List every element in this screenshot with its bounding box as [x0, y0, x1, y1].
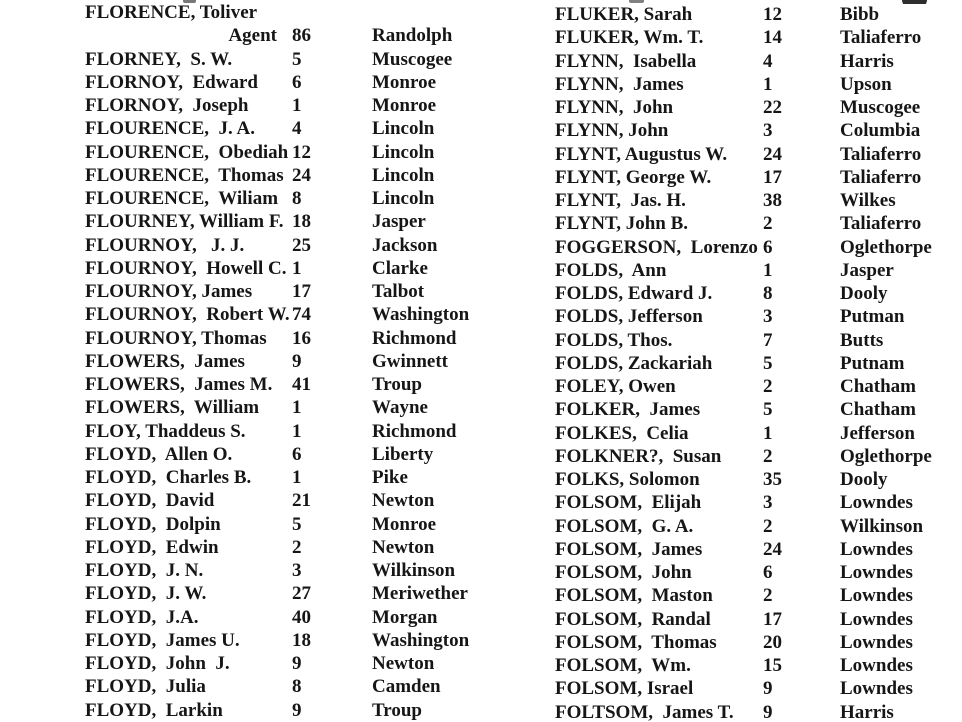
entry-number: 2: [763, 585, 773, 607]
entry-number: 1: [763, 422, 773, 444]
index-row: [85, 350, 555, 373]
entry-number: 2: [763, 515, 773, 537]
index-row: [85, 280, 555, 303]
entry-number: 16: [292, 327, 311, 349]
index-row: [555, 701, 960, 722]
entry-number: 7: [763, 329, 773, 351]
index-row: [555, 143, 960, 166]
index-row: [555, 468, 960, 491]
entry-number: 6: [292, 71, 302, 93]
index-row: [85, 489, 555, 512]
county-name: Troup: [372, 374, 422, 395]
entry-number: 8: [292, 188, 302, 209]
county-name: Chatham: [840, 376, 917, 397]
person-name: FOLDS, Thos.: [555, 329, 673, 351]
index-row: [555, 305, 960, 328]
entry-number: 15: [763, 655, 782, 676]
person-name: FOLKES, Celia: [555, 422, 689, 444]
index-row: [85, 396, 555, 419]
entry-number: 9: [763, 678, 773, 700]
county-name: Oglethorpe: [840, 236, 932, 258]
county-name: Harris: [840, 701, 894, 722]
person-name: FLOYD, J. N.: [85, 560, 204, 581]
index-row: [555, 236, 960, 259]
entry-number: 3: [763, 120, 773, 142]
person-name: FOLKS, Solomon: [555, 469, 700, 490]
county-name: Taliaferro: [840, 166, 922, 188]
county-name: Lowndes: [840, 562, 913, 583]
county-name: Camden: [372, 676, 441, 698]
index-row: [85, 257, 555, 280]
person-name: FLOYD, Charles B.: [85, 467, 252, 488]
person-name: FLOURNOY, Robert W.: [85, 304, 290, 326]
index-row: [555, 677, 960, 700]
index-row: [555, 654, 960, 677]
person-name: FOLDS, Edward J.: [555, 283, 713, 304]
county-name: Jasper: [840, 259, 894, 281]
county-name: Taliaferro: [840, 213, 922, 235]
entry-number: 4: [292, 118, 302, 140]
person-name: FLOYD, David: [85, 490, 215, 512]
county-name: Putman: [840, 306, 905, 328]
county-name: Lowndes: [840, 678, 913, 700]
county-name: Taliaferro: [840, 143, 922, 165]
person-name: FLORENCE, Toliver: [85, 2, 258, 23]
county-name: Lowndes: [840, 585, 913, 607]
county-name: Lowndes: [840, 655, 913, 676]
entry-number: 1: [292, 397, 302, 419]
person-name: FLYNT, George W.: [555, 166, 712, 188]
person-name: Agent: [228, 25, 277, 47]
county-name: Troup: [372, 699, 422, 721]
person-name: FOLDS, Zackariah: [555, 352, 713, 374]
entry-number: 12: [292, 141, 311, 163]
index-row: [85, 48, 555, 71]
entry-number: 5: [763, 352, 773, 374]
index-row: [555, 375, 960, 398]
person-name: FOLDS, Jefferson: [555, 306, 703, 328]
person-name: FLOWERS, James M.: [85, 374, 273, 395]
entry-number: 9: [292, 350, 302, 372]
county-name: Randolph: [372, 25, 453, 47]
person-name: FOLKNER?, Susan: [555, 445, 722, 467]
county-name: Columbia: [840, 120, 921, 142]
entry-number: 24: [763, 143, 782, 165]
county-name: Chatham: [840, 399, 917, 421]
entry-number: 41: [292, 374, 311, 395]
index-row: [555, 329, 960, 352]
person-name: FOLSOM, Randal: [555, 608, 711, 630]
person-name: FOLSOM, G. A.: [555, 515, 694, 537]
person-name: FLOYD, Edwin: [85, 536, 219, 558]
person-name: FOLDS, Ann: [555, 259, 667, 281]
county-name: Lowndes: [840, 492, 913, 514]
entry-number: 8: [292, 676, 302, 698]
entry-number: 2: [763, 213, 773, 235]
index-row: [85, 303, 555, 326]
index-row: [85, 117, 555, 140]
county-name: Monroe: [372, 71, 437, 93]
entry-number: 21: [292, 490, 311, 512]
index-row: [555, 26, 960, 49]
person-name: FLOURNOY, Thomas: [85, 327, 267, 349]
person-name: FLOURENCE, J. A.: [85, 118, 255, 140]
entry-number: 1: [292, 257, 302, 279]
column-left: [85, 1, 555, 722]
person-name: FOLSOM, Elijah: [555, 492, 702, 514]
index-row: [85, 559, 555, 582]
entry-number: 17: [763, 166, 782, 188]
county-name: Dooly: [840, 283, 888, 304]
entry-number: 6: [763, 236, 773, 258]
entry-number: 17: [763, 608, 782, 630]
index-row: [85, 141, 555, 164]
entry-number: 18: [292, 629, 311, 651]
county-name: Morgan: [372, 606, 438, 628]
entry-number: 24: [763, 538, 782, 560]
index-row: [555, 491, 960, 514]
person-name: FLOYD, Larkin: [85, 699, 223, 721]
entry-number: 9: [763, 701, 773, 722]
person-name: FOLTSOM, James T.: [555, 701, 734, 722]
person-name: FLYNN, Isabella: [555, 50, 697, 72]
person-name: FOLSOM, Thomas: [555, 631, 717, 653]
index-row: [85, 187, 555, 210]
entry-number: 6: [292, 443, 302, 465]
person-name: FLORNEY, S. W.: [85, 48, 233, 70]
index-row: [555, 445, 960, 468]
person-name: FLOURENCE, Obediah: [85, 141, 289, 163]
entry-number: 5: [292, 48, 302, 70]
person-name: FOGGERSON, Lorenzo: [555, 236, 758, 258]
county-name: Lowndes: [840, 608, 913, 630]
person-name: FLOURENCE, Thomas: [85, 164, 284, 186]
index-row: [555, 515, 960, 538]
index-row: [85, 373, 555, 396]
person-name: FLOYD, J.A.: [85, 606, 199, 628]
person-name: FLOURNOY, James: [85, 281, 253, 302]
entry-number: 74: [292, 304, 311, 326]
index-row: [85, 582, 555, 605]
county-name: Muscogee: [372, 48, 453, 70]
county-name: Oglethorpe: [840, 445, 932, 467]
county-name: Newton: [372, 653, 435, 674]
index-row: [85, 420, 555, 443]
index-row: [555, 584, 960, 607]
entry-number: 2: [292, 536, 302, 558]
person-name: FLUKER, Sarah: [555, 4, 693, 25]
index-row: [555, 212, 960, 235]
county-name: Jackson: [372, 234, 438, 256]
person-name: FOLSOM, Wm.: [555, 655, 691, 676]
index-row: [85, 443, 555, 466]
index-row: [555, 166, 960, 189]
person-name: FLYNN, John: [555, 97, 674, 118]
entry-number: 17: [292, 281, 311, 302]
index-row: [555, 189, 960, 212]
county-name: Lincoln: [372, 188, 435, 209]
index-row: [85, 210, 555, 233]
entry-number: 1: [292, 420, 302, 442]
entry-number: 5: [763, 399, 773, 421]
person-name: FLYNN, John: [555, 120, 669, 142]
entry-number: 12: [763, 4, 782, 25]
index-row: [85, 94, 555, 117]
county-name: Upson: [840, 73, 892, 95]
county-name: Clarke: [372, 257, 428, 279]
person-name: FLOURENCE, Wiliam: [85, 188, 279, 209]
index-row: [555, 96, 960, 119]
county-name: Pike: [372, 467, 408, 488]
index-row: [555, 631, 960, 654]
entry-number: 86: [292, 25, 311, 47]
index-row: [555, 282, 960, 305]
county-name: Lincoln: [372, 141, 435, 163]
entry-number: 14: [763, 27, 782, 49]
index-row: [85, 606, 555, 629]
county-name: Richmond: [372, 327, 457, 349]
entry-number: 35: [763, 469, 782, 490]
person-name: FLORNOY, Edward: [85, 71, 258, 93]
index-row: [85, 629, 555, 652]
county-name: Wilkinson: [372, 560, 456, 581]
entry-number: 27: [292, 583, 311, 605]
index-row: [85, 652, 555, 675]
entry-number: 9: [292, 699, 302, 721]
county-name: Jasper: [372, 211, 426, 233]
person-name: FLYNT, Jas. H.: [555, 190, 686, 211]
county-name: Newton: [372, 490, 435, 512]
index-row: [555, 119, 960, 142]
county-name: Wayne: [372, 397, 428, 419]
entry-number: 18: [292, 211, 311, 233]
entry-number: 3: [763, 492, 773, 514]
entry-number: 6: [763, 562, 773, 583]
entry-number: 40: [292, 606, 311, 628]
county-name: Monroe: [372, 95, 437, 116]
county-name: Muscogee: [840, 97, 921, 118]
entry-number: 22: [763, 97, 782, 118]
person-name: FLOYD, Allen O.: [85, 443, 233, 465]
index-row: [555, 398, 960, 421]
person-name: FLOURNOY, Howell C.: [85, 257, 287, 279]
entry-number: 25: [292, 234, 311, 256]
county-name: Harris: [840, 50, 894, 72]
county-name: Meriwether: [372, 583, 468, 605]
index-row: [85, 675, 555, 698]
county-name: Washington: [372, 304, 470, 326]
county-name: Washington: [372, 629, 470, 651]
person-name: FLOY, Thaddeus S.: [85, 420, 246, 442]
county-name: Wilkes: [840, 190, 896, 211]
county-name: Monroe: [372, 513, 437, 535]
index-row: [85, 24, 555, 47]
entry-number: 8: [763, 283, 773, 304]
person-name: FLOYD, Dolpin: [85, 513, 221, 535]
index-row: [555, 50, 960, 73]
county-name: Lincoln: [372, 118, 435, 140]
entry-number: 3: [292, 560, 302, 581]
index-row: [85, 71, 555, 94]
county-name: Bibb: [840, 4, 880, 25]
person-name: FLOWERS, William: [85, 397, 260, 419]
index-row: [85, 234, 555, 257]
index-row: [555, 561, 960, 584]
person-name: FLOURNEY, William F.: [85, 211, 284, 233]
county-name: Newton: [372, 536, 435, 558]
person-name: FOLKER, James: [555, 399, 701, 421]
entry-number: 1: [292, 467, 302, 488]
entry-number: 5: [292, 513, 302, 535]
column-right: [555, 3, 960, 722]
entry-number: 3: [763, 306, 773, 328]
index-row: [555, 259, 960, 282]
entry-number: 20: [763, 631, 782, 653]
person-name: FOLSOM, Israel: [555, 678, 694, 700]
person-name: FLOURNOY, J. J.: [85, 234, 245, 256]
county-name: Talbot: [372, 281, 425, 302]
county-name: Butts: [840, 329, 884, 351]
person-name: FLYNN, James: [555, 73, 684, 95]
person-name: FOLSOM, John: [555, 562, 692, 583]
entry-number: 4: [763, 50, 773, 72]
index-row: [555, 422, 960, 445]
person-name: FOLSOM, James: [555, 538, 703, 560]
county-name: Dooly: [840, 469, 888, 490]
entry-number: 38: [763, 190, 782, 211]
person-name: FLYNT, John B.: [555, 213, 689, 235]
person-name: FLOYD, Julia: [85, 676, 206, 698]
county-name: Richmond: [372, 420, 457, 442]
index-row: [85, 164, 555, 187]
index-row: [555, 608, 960, 631]
entry-number: 9: [292, 653, 302, 674]
person-name: FLOYD, J. W.: [85, 583, 207, 605]
person-name: FLUKER, Wm. T.: [555, 27, 704, 49]
person-name: FLOYD, John J.: [85, 653, 230, 674]
index-row: [555, 352, 960, 375]
entry-number: 1: [292, 95, 302, 116]
index-row: [85, 466, 555, 489]
entry-number: 1: [763, 259, 773, 281]
county-name: Lincoln: [372, 164, 435, 186]
index-row: [85, 536, 555, 559]
county-name: Taliaferro: [840, 27, 922, 49]
county-name: Lowndes: [840, 631, 913, 653]
person-name: FLOWERS, James: [85, 350, 245, 372]
person-name: FOLSOM, Maston: [555, 585, 713, 607]
county-name: Gwinnett: [372, 350, 448, 372]
person-name: FLORNOY, Joseph: [85, 95, 249, 116]
county-name: Wilkinson: [840, 515, 924, 537]
entry-number: 1: [763, 73, 773, 95]
index-row: [85, 1, 555, 24]
entry-number: 2: [763, 376, 773, 397]
county-name: Lowndes: [840, 538, 913, 560]
index-row: [85, 699, 555, 722]
entry-number: 24: [292, 164, 311, 186]
county-name: Putnam: [840, 352, 905, 374]
index-row: [85, 327, 555, 350]
person-name: FLOYD, James U.: [85, 629, 240, 651]
index-row: [555, 73, 960, 96]
county-name: Jefferson: [840, 422, 915, 444]
person-name: FOLEY, Owen: [555, 376, 676, 397]
index-row: [555, 3, 960, 26]
person-name: FLYNT, Augustus W.: [555, 143, 728, 165]
county-name: Liberty: [372, 443, 434, 465]
index-row: [555, 538, 960, 561]
index-row: [85, 513, 555, 536]
entry-number: 2: [763, 445, 773, 467]
